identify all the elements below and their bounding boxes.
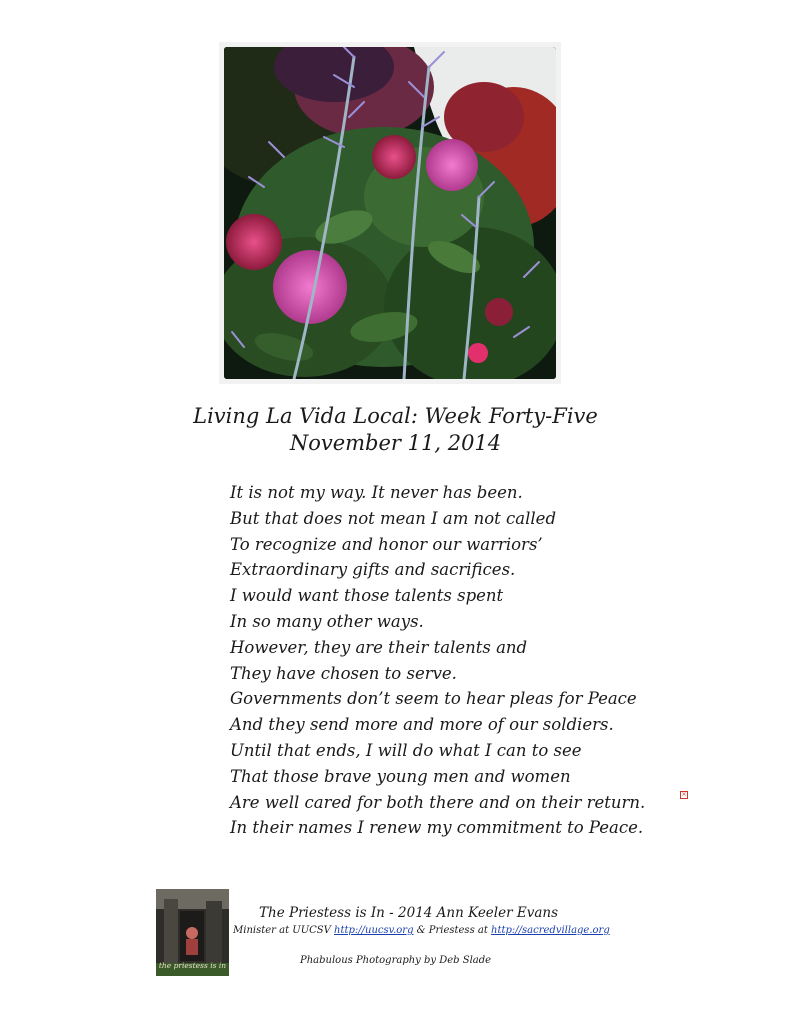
page-date: November 11, 2014	[289, 431, 502, 455]
poem-line: They have chosen to serve.	[230, 663, 457, 683]
page-title: Living La Vida Local: Week Forty-Five	[193, 404, 598, 428]
sacredvillage-link[interactable]: http://sacredvillage.org	[491, 925, 610, 936]
footer-affiliations	[233, 925, 610, 936]
poem-line: In so many other ways.	[230, 611, 424, 631]
poem-line: Until that ends, I will do what I can to see	[230, 740, 582, 760]
footer-title: The Priestess is In - 2014 Ann Keeler Evans	[259, 905, 559, 921]
image-placeholder-icon: ×	[681, 791, 687, 798]
minister-text: Minister at UUCSV	[233, 925, 335, 936]
poem-line: Governments don’t seem to hear pleas for Peace	[230, 689, 637, 709]
poem-line: And they send more and more of our soldiers.	[230, 715, 614, 735]
photo-credit: Phabulous Photography by Deb Slade	[300, 955, 492, 966]
flowers-photo	[224, 47, 556, 379]
poem-line: Extraordinary gifts and sacrifices.	[230, 560, 516, 580]
photo-frame	[219, 42, 561, 384]
priestess-text: & Priestess at	[413, 925, 492, 936]
poem-line: In their names I renew my commitment to Peace.	[230, 818, 644, 838]
uucsv-link[interactable]: http://uucsv.org	[334, 925, 414, 936]
poem-line: I would want those talents spent	[230, 586, 504, 606]
poem	[230, 480, 645, 841]
poem-line: Are well cared for both there and on their return.	[230, 792, 646, 812]
poem-line: To recognize and honor our warriors’	[230, 534, 543, 554]
poem-line: That those brave young men and women	[230, 766, 571, 786]
poem-line: However, they are their talents and	[230, 637, 528, 657]
priestess-logo	[156, 889, 229, 976]
logo-text: the priestess is in	[158, 961, 227, 970]
poem-line: It is not my way. It never has been.	[230, 483, 523, 502]
poem-line: But that does not mean I am not called	[230, 508, 557, 528]
